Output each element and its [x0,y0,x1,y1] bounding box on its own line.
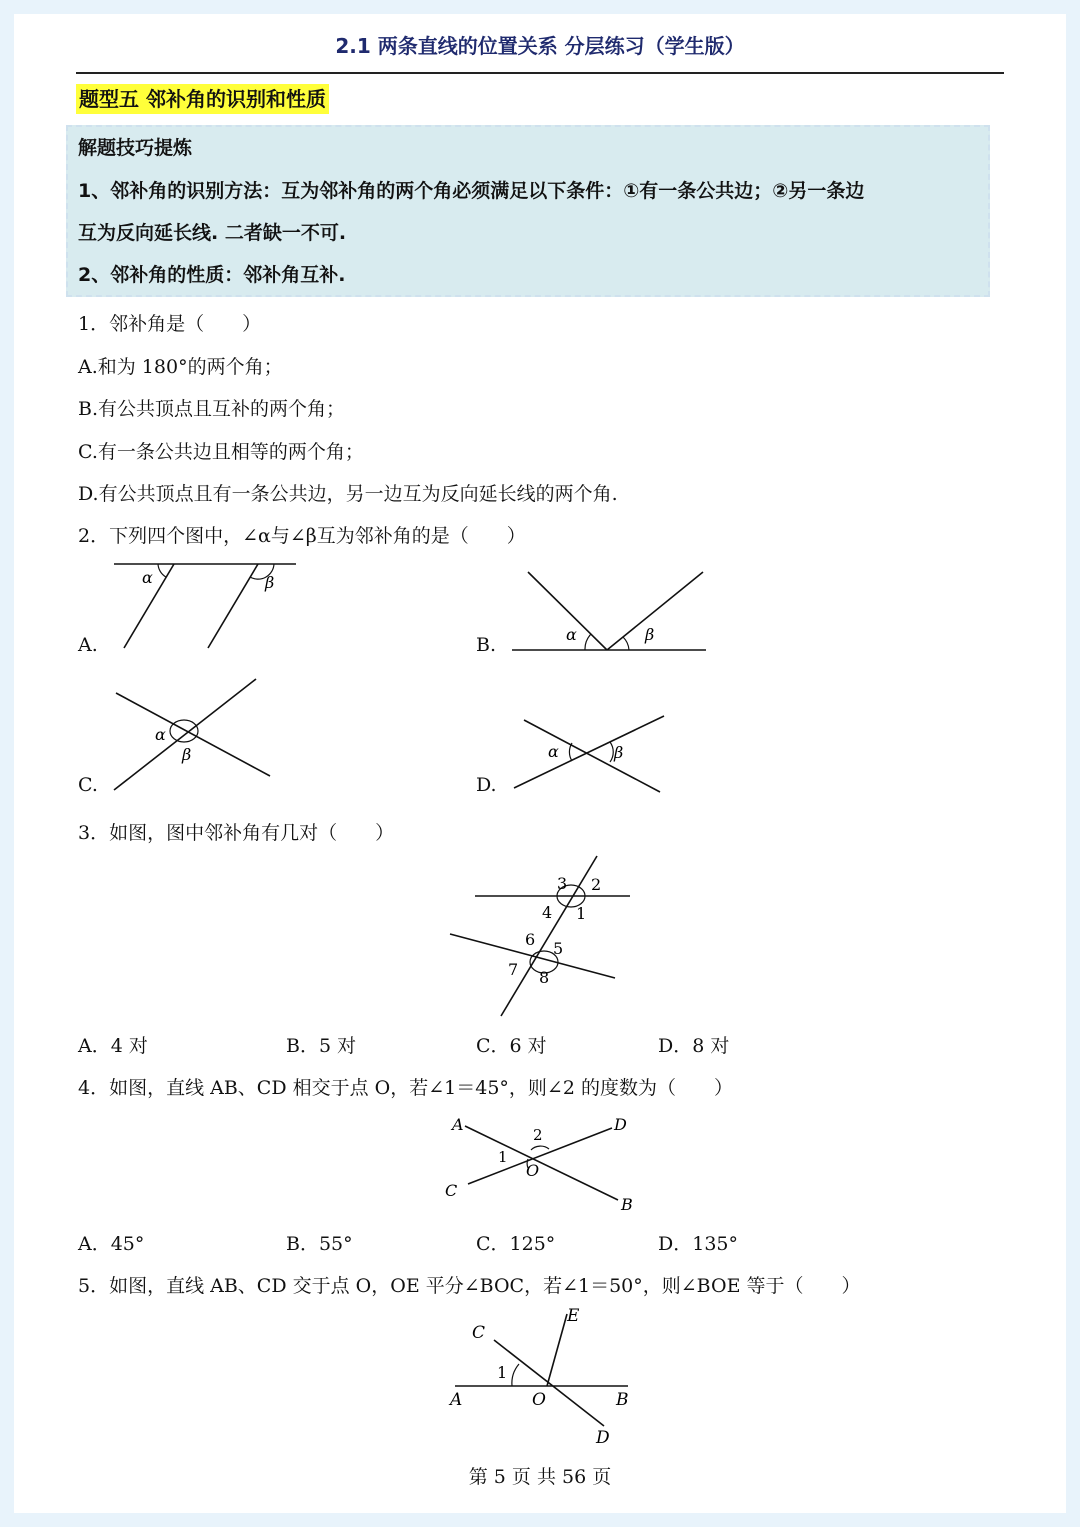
q5-label-d: D [596,1428,610,1448]
section-heading: 题型五 邻补角的识别和性质 [76,84,329,114]
q2-label-c: C. [78,774,98,796]
q4-figure [440,1108,640,1216]
q4-option-a: A．45° [78,1233,145,1255]
q4-label-1: 1 [498,1148,508,1166]
q3-label-7: 7 [508,960,519,979]
tips-line-1a: 1、邻补角的识别方法：互为邻补角的两个角必须满足以下条件：①有一条公共边；②另一条边 [78,180,865,202]
page-title: 2.1 两条直线的位置关系 分层练习（学生版） [335,34,745,58]
q4-option-c: C．125° [476,1233,556,1255]
q4-option-b: B．55° [286,1233,353,1255]
q3-label-2: 2 [591,875,602,894]
q3-label-1: 1 [576,904,587,923]
q4-label-d: D [614,1115,627,1134]
q5-label-c: C [472,1323,486,1343]
page-footer: 第 5 页 共 56 页 [468,1466,612,1488]
q5-label-b: B [616,1390,629,1410]
q5-stem: 5．如图，直线 AB、CD 交于点 O，OE 平分∠BOC，若∠1＝50°，则∠BOE 等于（ ） [78,1275,861,1297]
q5-label-o: O [532,1390,546,1410]
q2b-alpha: α [566,625,577,644]
q2c-alpha: α [155,725,166,744]
q4-label-b: B [621,1195,633,1214]
q1-option-d: D.有公共顶点且有一条公共边，另一边互为反向延长线的两个角. [78,483,618,505]
q4-option-d: D．135° [658,1233,738,1255]
q1-stem: 1．邻补角是（ ） [78,313,262,335]
q4-label-c: C [445,1181,458,1200]
q5-figure [440,1302,640,1450]
q2-label-d: D. [476,774,497,796]
q4-label-a: A [452,1115,464,1134]
q3-label-8: 8 [539,968,550,987]
q2-figure-a [110,558,300,653]
q1-option-c: C.有一条公共边且相等的两个角； [78,441,364,463]
q3-option-d: D．8 对 [658,1035,730,1057]
q3-label-5: 5 [553,939,564,958]
q2d-beta: β [614,743,624,762]
q2-stem: 2．下列四个图中，∠α与∠β互为邻补角的是（ ） [78,525,526,547]
q2a-beta: β [265,573,275,592]
tips-line-2: 2、邻补角的性质：邻补角互补. [78,264,346,286]
q2d-alpha: α [548,742,559,761]
q5-label-a: A [450,1390,463,1410]
q3-option-c: C．6 对 [476,1035,547,1057]
q2-label-b: B. [476,634,497,656]
q2-figure-c [110,676,275,796]
q1-option-b: B.有公共顶点且互补的两个角； [78,398,346,420]
q4-stem: 4．如图，直线 AB、CD 相交于点 O，若∠1＝45°，则∠2 的度数为（ ） [78,1077,733,1099]
q2c-beta: β [182,745,192,764]
tips-line-1b: 互为反向延长线. 二者缺一不可. [78,222,347,244]
q4-label-o: O [526,1161,540,1180]
q3-label-3: 3 [557,874,568,893]
q2-label-a: A. [78,634,98,656]
q2-figure-b [508,568,708,656]
q2b-beta: β [645,625,655,644]
q3-option-b: B．5 对 [286,1035,357,1057]
q3-option-a: A．4 对 [78,1035,148,1057]
tips-heading: 解题技巧提炼 [78,137,193,159]
q5-label-1: 1 [497,1363,508,1382]
q4-label-2: 2 [533,1126,543,1144]
q2-figure-d [508,710,668,796]
q5-label-e: E [567,1306,580,1326]
q1-option-a: A.和为 180°的两个角； [78,356,283,378]
q2a-alpha: α [142,568,153,587]
q3-label-4: 4 [542,903,553,922]
q3-stem: 3．如图，图中邻补角有几对（ ） [78,822,395,844]
title-rule [76,72,1004,74]
q3-figure [445,852,635,1020]
q3-label-6: 6 [525,930,536,949]
